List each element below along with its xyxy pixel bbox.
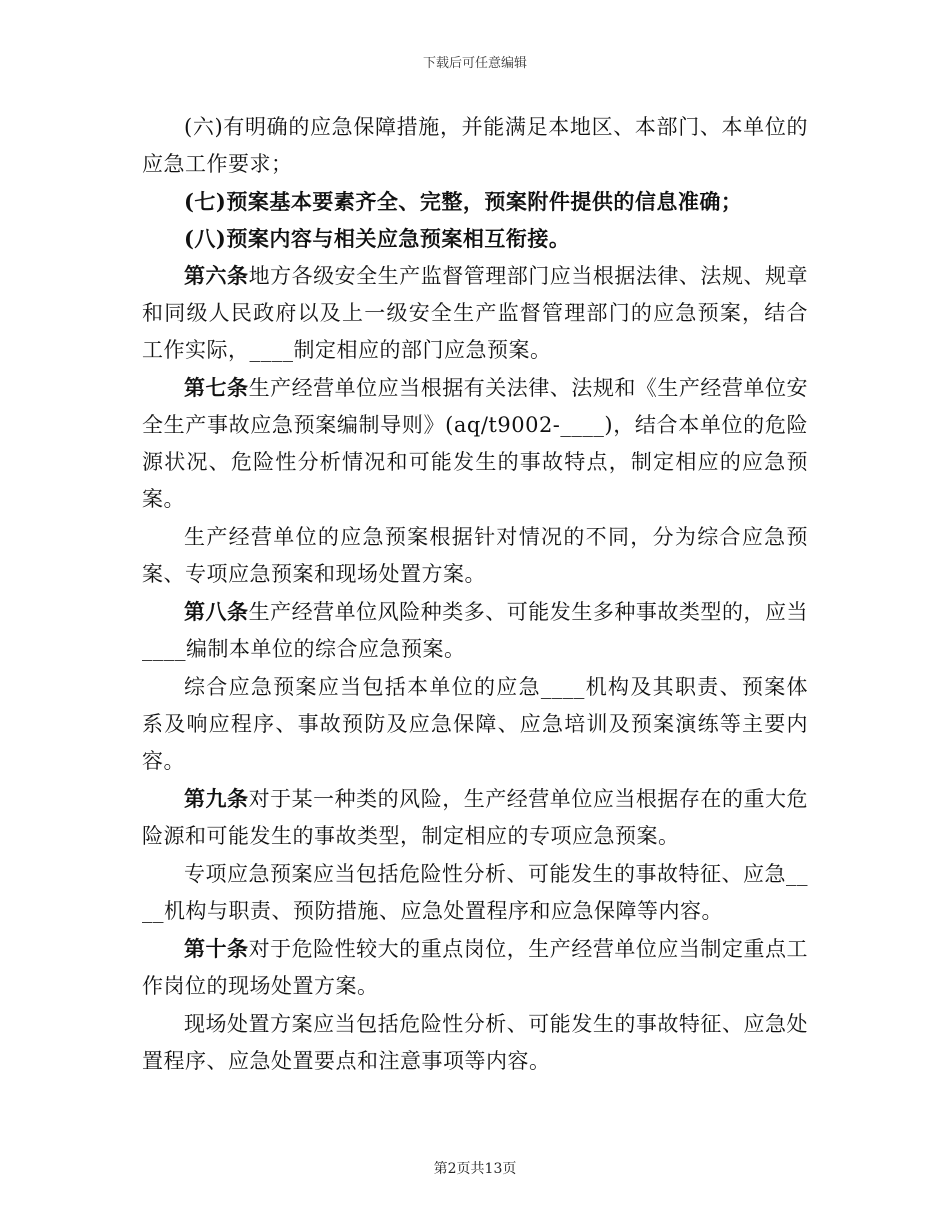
paragraph — [142, 1005, 808, 1080]
paragraph-text: 生产经营单位风险种类多、可能发生多种事故类型的，应当____编制本单位的综合应急预案。 — [142, 600, 809, 661]
paragraph-text: 生产经营单位的应急预案根据针对情况的不同，分为综合应急预案、专项应急预案和现场处置方案。 — [142, 525, 808, 586]
paragraph — [142, 183, 808, 220]
paragraph-text: 专项应急预案应当包括危险性分析、可能发生的事故特征、应急____机构与职责、预防措施、应急处置程序和应急保障等内容。 — [142, 862, 808, 923]
article-title: 第十条 — [184, 936, 249, 961]
document-body — [142, 108, 808, 1080]
paragraph-text: 对于危险性较大的重点岗位，生产经营单位应当制定重点工作岗位的现场处置方案。 — [142, 937, 809, 998]
paragraph — [142, 257, 808, 369]
article-title: 第六条 — [184, 263, 249, 288]
paragraph-text: 生产经营单位应当根据有关法律、法规和《生产经营单位安全生产事故应急预案编制导则》(aq/t9002-____)，结合本单位的危险源状况、危险性分析情况和可能发生的事故特点，制定相应的应急预案。 — [142, 376, 809, 511]
article-title: 第七条 — [184, 375, 249, 400]
paragraph — [142, 855, 808, 930]
article-title: 第九条 — [184, 786, 249, 811]
paragraph — [142, 108, 808, 183]
paragraph — [142, 930, 808, 1005]
paragraph-text: 综合应急预案应当包括本单位的应急____机构及其职责、预案体系及响应程序、事故预防及应急保障、应急培训及预案演练等主要内容。 — [142, 675, 808, 773]
page-footer: 第2页共13页 — [433, 1161, 517, 1177]
paragraph — [142, 780, 808, 855]
paragraph-text: (七)预案基本要素齐全、完整，预案附件提供的信息准确； — [184, 189, 743, 214]
page-header: 下载后可任意编辑 — [422, 56, 527, 71]
paragraph-text: 现场处置方案应当包括危险性分析、可能发生的事故特征、应急处置程序、应急处置要点和注意事项等内容。 — [142, 1012, 808, 1073]
article-title: 第八条 — [184, 599, 249, 624]
paragraph-text: (六)有明确的应急保障措施，并能满足本地区、本部门、本单位的应急工作要求； — [142, 115, 808, 176]
paragraph — [142, 220, 808, 257]
paragraph — [142, 369, 808, 518]
paragraph-text: (八)预案内容与相关应急预案相互衔接。 — [184, 226, 571, 251]
paragraph-text: 地方各级安全生产监督管理部门应当根据法律、法规、规章和同级人民政府以及上一级安全生产监督管理部门的应急预案，结合工作实际，____制定相应的部门应急预案。 — [142, 264, 809, 362]
paragraph — [142, 518, 808, 593]
paragraph — [142, 593, 808, 668]
paragraph-text: 对于某一种类的风险，生产经营单位应当根据存在的重大危险源和可能发生的事故类型，制定相应的专项应急预案。 — [142, 787, 809, 848]
paragraph — [142, 668, 808, 780]
